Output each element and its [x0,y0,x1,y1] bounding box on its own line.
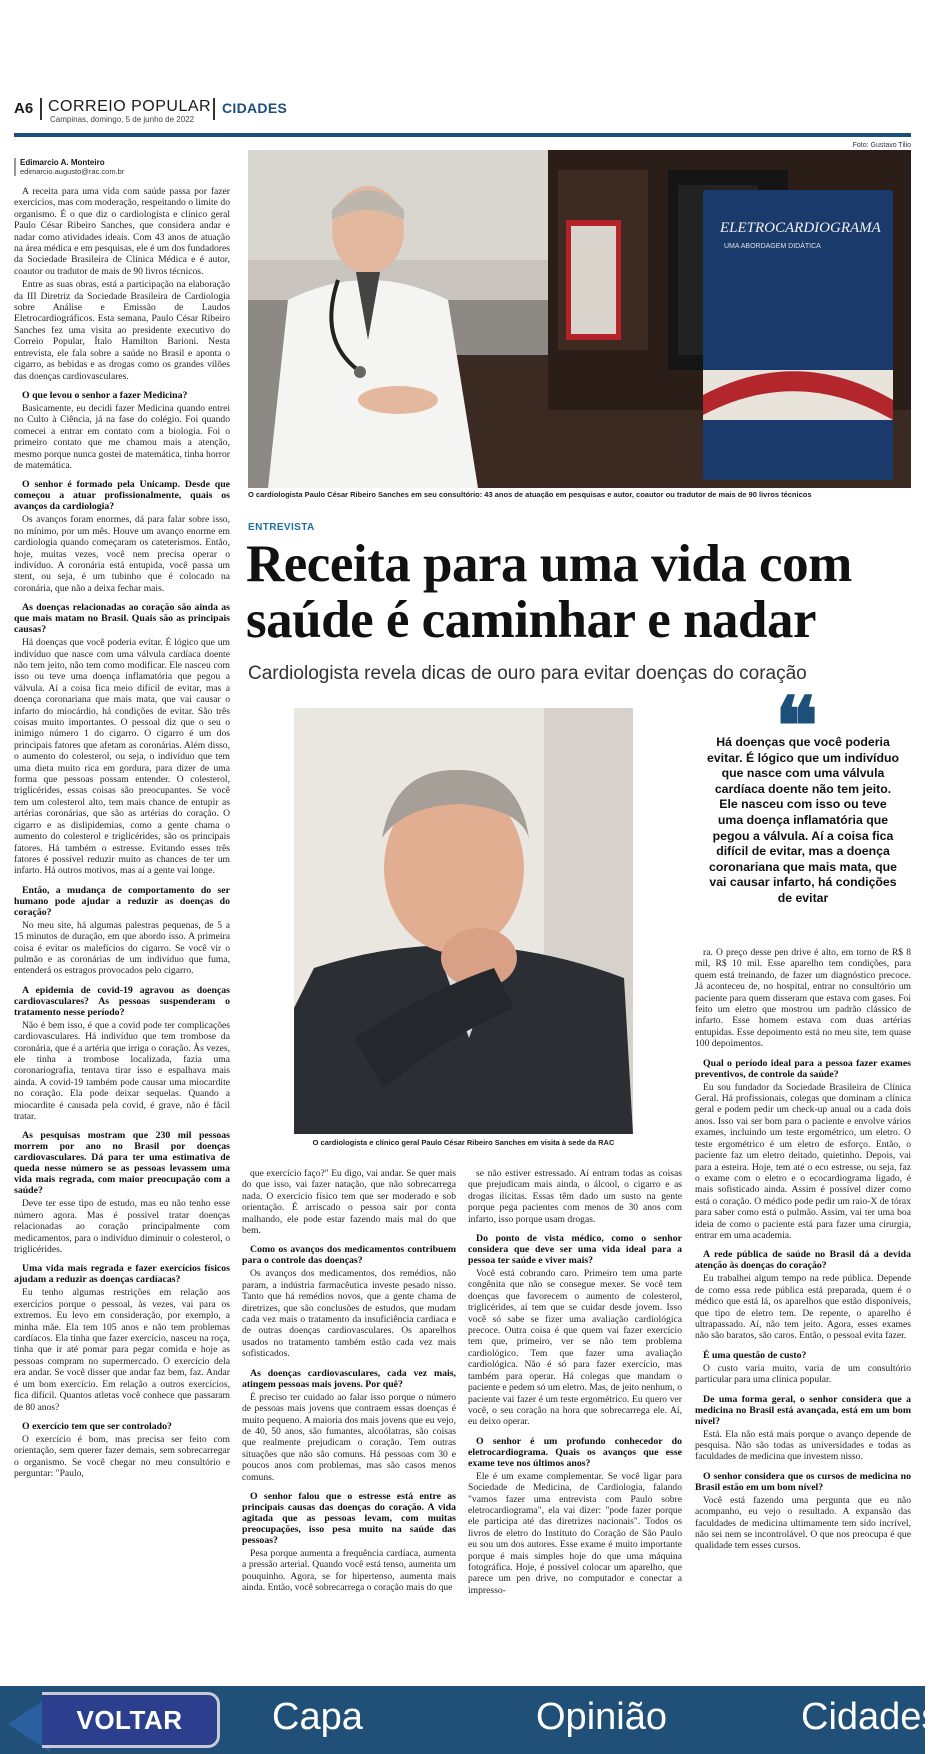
author-email: edimarcio.augusto@rac.com.br [20,167,125,176]
body-paragraph: que exercício faço?" Eu digo, vai andar. Se quer mais do que isso, vai fazer natação, que não sobrecarrega nada. O exercício físico tem que ser moderado e sob orientação. É arriscado o pessoa sair por conta malhando, ele pode estar fazendo mais mal do que bem. [242,1168,456,1237]
body-paragraph: É preciso ter cuidado ao falar isso porque o número de pessoas mais jovens que contraem essas doenças é muito pequeno. A maioria dos mais jovens que eu vejo, de 40, 50 anos, são fumantes, alcoólatras, são coisas que realmente prejudicam o coração. Tem outras situações que não são comuns. Há pessoas com 30 e poucos anos com problemas, mas são casos menos comuns. [242,1391,456,1483]
article-headline: Receita para uma vida com saúde é caminhar e nadar [246,535,852,649]
interview-question: O senhor considera que os cursos de medicina no Brasil estão em um bom nível? [695,1470,911,1493]
masthead-divider [40,98,42,120]
body-paragraph: se não estiver estressado. Aí entram todas as coisas que prejudicam mais ainda, o álcool, o cigarro e as drogas ilícitas. Essas têm dado um susto na gente porque pega pacientes com menos de 30 anos com infarto, isso porque usam drogas. [468,1168,682,1225]
quote-icon: ❝ [775,684,819,772]
body-paragraph: Basicamente, eu decidi fazer Medicina quando entrei no Culto à Ciência, já na fase do colégio. Foi quando comecei a entrar em contato com a biologia. Foi o primeiro contato que me chamou mais a atenção, mesmo porque nunca gostei de matemática, tinha horror de matemática. [14,402,230,471]
interview-question: A epidemia de covid-19 agravou as doenças cardiovasculares? As pessoas suspenderam o tratamento nesse período? [14,984,230,1018]
body-paragraph: ra. O preço desse pen drive é alto, em torno de R$ 8 mil, R$ 10 mil. Esse aparelho tem condições, para quem está treinando, de fazer um diagnóstico precoce. Já aconteceu de, no hospital, entrar no consultório um paciente para quem disseram que estava com gases. Foi feito um eletro que mostrou um padrão clássico de infarto. Esse homem estava com duas artérias entupidas. Esse depoimento está no meu site, tem quase 100 depoimentos. [695,947,911,1050]
author-name: Edimarcio A. Monteiro [20,158,105,167]
masthead-divider [213,98,215,120]
photo-credit: Foto: Gustavo Tilio [852,142,911,149]
body-paragraph: Ele é um exame complementar. Se você ligar para Sociedade de Medicina, de Cardiologia, falando "vamos fazer uma entrevista com Paulo sobre eletrocardiograma", ela vai dizer: "pode fazer porque ele participa até das diretrizes nacionais". Todos os livros de eletro do Instituto do Coração de São Paulo eu sou um dos autores. Esse exame é muito importante porque é mais simples hoje do que uma máquina fotográfica. Hoje, é possível colocar um aparelho, que parece um pen drive, no computador e conectar a impresso- [468,1470,682,1596]
header-rule [14,133,911,137]
interview-question: O senhor é um profundo conhecedor do eletrocardiograma. Quais os avanços que esse exame teve nos últimos anos? [468,1435,682,1469]
body-paragraph: Entre as suas obras, está a participação na elaboração da III Diretriz da Sociedade Brasileira de Cardiologia sobre Análise e Emissão de Laudos Eletrocardiográficos. Esta semana, Paulo César Ribeiro Sanches fez uma visita ao presidente executivo do Correio Popular, Ítalo Hamilton Barioni. Nesta entrevista, ele fala sobre a saúde no Brasil e aponta o cigarro, as bebidas e as drogas como os grandes vilões das doenças cardiovasculares. [14,279,230,382]
photo-caption-2: O cardiologista e clínico geral Paulo César Ribeiro Sanches em visita à sede da RAC [312,1138,615,1147]
page-number: A6 [14,100,34,117]
dateline: Campinas, domingo, 5 de junho de 2022 [50,115,195,124]
interview-question: Como os avanços dos medicamentos contribuem para o controle das doenças? [242,1244,456,1267]
body-paragraph: Você está cobrando caro. Primeiro tem uma parte congênita que não se consegue mexer. Se você tem doenças que favorecem o aumento de colesterol, triglicérides, aí tem que se cuidar desde jovem. Isso você só sabe se fizer uma avaliação cardiológica precoce. Outra coisa é que quem vai fazer exercício tem que, primeiro, ver se não tem problema cardiológico. Tem que fazer uma avaliação cardiológica. Não é só para fazer exercício, mas também para operar. Há colegas que mandam o paciente e pedem só um eletro. Mas, de jeito nenhum, o paciente vai fazer é um teste ergométrico. Eu quero ver você, o seu coração na hora que sobrecarrega ele. Aí, eu deixo operar. [468,1268,682,1428]
body-paragraph: Pesa porque aumenta a frequência cardíaca, aumenta a pressão arterial. Quando você está tenso, aumenta um pouquinho. Agora, se for hipertenso, aumenta mais ainda. Então, você sobrecarrega o coração mais do que [242,1547,456,1594]
body-paragraph: No meu site, há algumas palestras pequenas, de 5 a 15 minutos de duração, em que abordo isso. A primeira coisa é evitar os malefícios do cigarro. Se você vir o pulmão e as coronárias de um indivíduo que fuma, entenderá os estragos provocados pelo cigarro. [14,919,230,977]
masthead [14,98,911,126]
body-paragraph: Eu sou fundador da Sociedade Brasileira de Clínica Geral. Há profissionais, colegas que dominam a clínica geral e podem pedir um check-up anual ou a cada dois anos. Isso vai ser bom para o paciente e envolve vários exames, incluindo um teste ergométrico, um eletro. O teste ergométrico é um eletro de esforço. Então, o paciente faz um eletro deitado, quietinho. Depois, vai para a esteira. Hoje, tem até o eco estresse, ou seja, faz o exame com o eletro e o ecocardiograma ligado, é mais sofisticado ainda. Assim é possível dizer como está o coração. O médico pode pedir um raio-X de tórax para saber como está o pulmão. Assim, vai ter uma boa ideia de como o paciente está para fazer uma cirurgia, entrar em uma academia. [695,1081,911,1241]
doctor-office-illustration [248,150,911,488]
interview-question: É uma questão de custo? [703,1349,807,1361]
nav-item-opiniao[interactable]: Opinião [536,1696,667,1738]
interview-question: Uma vida mais regrada e fazer exercícios físicos ajudam a reduzir as doenças cardíacas? [14,1263,230,1286]
article-subhead: Cardiologista revela dicas de ouro para evitar doenças do coração [248,663,807,684]
book-title: ELETROCARDIOGRAMA [720,220,881,236]
interview-question: O que levou o senhor a fazer Medicina? [22,389,188,401]
interview-question: O senhor é formado pela Unicamp. Desde que começou a atuar profissionalmente, quais os avanços da cardiologia? [14,479,230,513]
pull-quote: Há doenças que você poderia evitar. É lógico que um indivíduo que nasce com uma válvula cardíaca doente não tem jeito. Ele nasceu com isso ou teve uma doença inflamatória que pegou a válvula. Aí a coisa fica difícil de evitar, mas a doença coronariana que mais mata, que vai causar infarto, há condições de evitar [707,735,899,905]
interview-question: Então, a mudança de comportamento do ser humano pode ajudar a reduzir as doenças do coração? [14,884,230,918]
interview-question: De uma forma geral, o senhor considera que a medicina no Brasil está avançada, está em um bom nível? [695,1393,911,1427]
nav-item-capa[interactable]: Capa [272,1696,363,1738]
body-paragraph: A receita para uma vida com saúde passa por fazer exercícios, mas com moderação, respeitando o limite do organismo. É o que diz o cardiologista e clínico geral Paulo César Ribeiro Sanches, que considera andar e nadar como atividades ideais. Com 43 anos de atuação na área médica e em pesquisas, ele é um dos fundadores da Sociedade Brasileira de Clínica Médica e é autor, coautor ou tradutor de mais de 90 livros técnicos. [14,186,230,277]
article-column-2 [242,1168,456,1638]
interview-question: Qual o período ideal para a pessoa fazer exames preventivos, de controle da saúde? [695,1057,911,1080]
body-paragraph: O custo varia muito, varia de um consultório particular para uma clínica popular. [695,1362,911,1386]
newspaper-name: CORREIO POPULAR [48,98,212,115]
doctor-portrait-illustration [294,708,633,1134]
byline [14,158,229,176]
body-paragraph: Deve ter esse tipo de estudo, mas eu não tenho esse número agora. Mas é possível tratar doenças relacionadas ao coração principalmente com medicamentos, para o indivíduo diminuir o colesterol, o triglicérides. [14,1198,230,1256]
doctor-office-photo [248,150,911,488]
section-label: CIDADES [222,100,288,116]
body-paragraph: Você está fazendo uma pergunta que eu não acompanho, eu vejo o resultado. A expansão das faculdades de medicina ultimamente tem sido incrível, não sei nem se incontrolável. O que nos preocupa é que qualidade tem esses cursos. [695,1494,911,1552]
article-column-3 [468,1168,682,1638]
interview-question: As doenças cardiovasculares, cada vez mais, atingem pessoas mais jovens. Por quê? [242,1367,456,1390]
interview-question: A rede pública de saúde no Brasil dá a devida atenção às doenças do coração? [695,1249,911,1272]
article-kicker: ENTREVISTA [248,522,315,533]
interview-question: Do ponto de vista médico, como o senhor considera que deve ser uma vida ideal para a pessoa ter saúde e viver mais? [468,1233,682,1267]
article-column-1 [14,186,230,1636]
doctor-portrait-photo [294,708,633,1134]
body-paragraph: Os avanços dos medicamentos, dos remédios, não param, a indústria farmacêutica investe pesado nisso. Tanto que há remédios novos, que a gente chama de diretrizes, que são conclusões de estudos, que mudam cada vez mais o tratamento da insuficiência cardíaca e de outras doenças cardiovasculares. Os aparelhos usados no tratamento também estão cada vez mais sofisticados. [242,1268,456,1360]
book-subtitle: UMA ABORDAGEM DIDÁTICA [724,243,821,250]
body-paragraph: O exercício é bom, mas precisa ser feito com orientação, sem querer fazer demais, sem sobrecarregar o organismo. Se você chegar no meu consultório e perguntar: "Paulo, [14,1433,230,1480]
body-paragraph: Há doenças que você poderia evitar. É lógico que um indivíduo que nasce com uma válvula cardíaca doente não tem jeito, não tem como modificar. Ele nasceu com isso ou teve uma doença inflamatória que pegou a válvula. Aí a coisa fica meio difícil de evitar, mas a doença coronariana que mais mata, que vai causar o infarto do miocárdio, há condições de evitar. São três coisas muito importantes. O pessoal diz que o seu o inimigo número 1 do cigarro. O cigarro é um dos principais fatores que afetam as coronárias. Além disso, o aumento do colesterol, ou seja, o indivíduo que tem uma dieta muito rica em gordura, para dizer de uma forma que pessoas possam entender. O colesterol, triglicérides, essas coisas são preocupantes. Se você tem um colesterol alto, tem mais chance de entupir as artérias coronárias, que são as artérias do coração. O cigarro e as dislipidemias, como a gente chama o aumento do colesterol e triglicérides, são os principais fatores. Há também o estresse. Evitando esses três fatores é possível reduzir muito as chances de ter um infarto. Há outros motivos, mas aí a gente vai longe. [14,637,230,877]
nav-item-cidades[interactable]: Cidades [801,1696,940,1738]
article-column-4 [695,947,911,1637]
photo-caption-1: O cardiologista Paulo César Ribeiro Sanches em seu consultório: 43 anos de atuação em pesquisas e autor, coautor ou tradutor de mais de 90 livros técnicos [248,490,812,499]
body-paragraph: Não é bem isso, é que a covid pode ter complicações cardiovasculares. Há indivíduo que tem trombose da coronária, que é a artéria que irriga o coração. Às vezes, ele tinha a trombose localizada, fazia uma coronariografia, tentava tirar isso e espalhava mais ainda. A covid-19 também pode causar uma miocardite no coração. Ela pode deixar sequelas. Quando a miocardite é causada pela covid, é grave, não é fácil tratar. [14,1019,230,1122]
body-paragraph: Os avanços foram enormes, dá para falar sobre isso, no mínimo, por um mês. Houve um avanço enorme em cardiologia quando começaram os cateterismos. Então, hoje, muitas vezes, você nem precisa operar o indivíduo. A coronária está entupida, você passa um stent, ou seja, é um tubinho que é colocado na coronária, que não a deixa fechar mais. [14,514,230,594]
body-paragraph: Eu trabalhei algum tempo na rede pública. Depende de como essa rede pública está preparada, quem é o médico que está lá, os aparelhos que estão disponíveis, que tipo de eletro tem. De repente, o aparelho é ultrapassado. Aí, não tem jeito. Agora, esses exames não são baratos, são caros. Então, o pessoal evita fazer. [695,1273,911,1342]
interview-question: O exercício tem que ser controlado? [22,1420,172,1432]
back-button[interactable]: VOLTAR [42,1692,220,1748]
body-paragraph: Eu tenho algumas restrições em relação aos exercícios porque o pessoal, às vezes, vai para os extremos. Eu levo em consideração, por exemplo, a minha mãe. Ela tem 105 anos e não tem problemas cardíacos. Ela tinha que fazer exercício, nasceu na roça, tinha que ir até pomar para pegar comida e hoje as pessoas compram no supermercado. O exercício dela era andar. Se você disser que andar faz bem, faz. Andar é um bom exercício. Em relação a outros exercícios, fica difícil. Quantos atletas você conhece que passaram de 80 anos? [14,1287,230,1413]
body-paragraph: Está. Ela não está mais porque o avanço depende de pesquisa. Não são todas as universidades e todas as faculdades de medicina que investem nisso. [695,1428,911,1463]
interview-question: As doenças relacionadas ao coração são ainda as que mais matam no Brasil. Quais são as principais causas? [14,602,230,636]
interview-question: O senhor falou que o estresse está entre as principais causas das doenças do coração. A vida agitada que as pessoas levam, com muitas preocupações, isso pesa muito na saúde das pessoas? [242,1490,456,1546]
interview-question: As pesquisas mostram que 230 mil pessoas morrem por ano no Brasil por doenças cardiovasculares. Dá para ter uma estimativa de queda nesse número se as pessoas levassem uma vida mais regrada, com maior preocupação com a saúde? [14,1130,230,1197]
